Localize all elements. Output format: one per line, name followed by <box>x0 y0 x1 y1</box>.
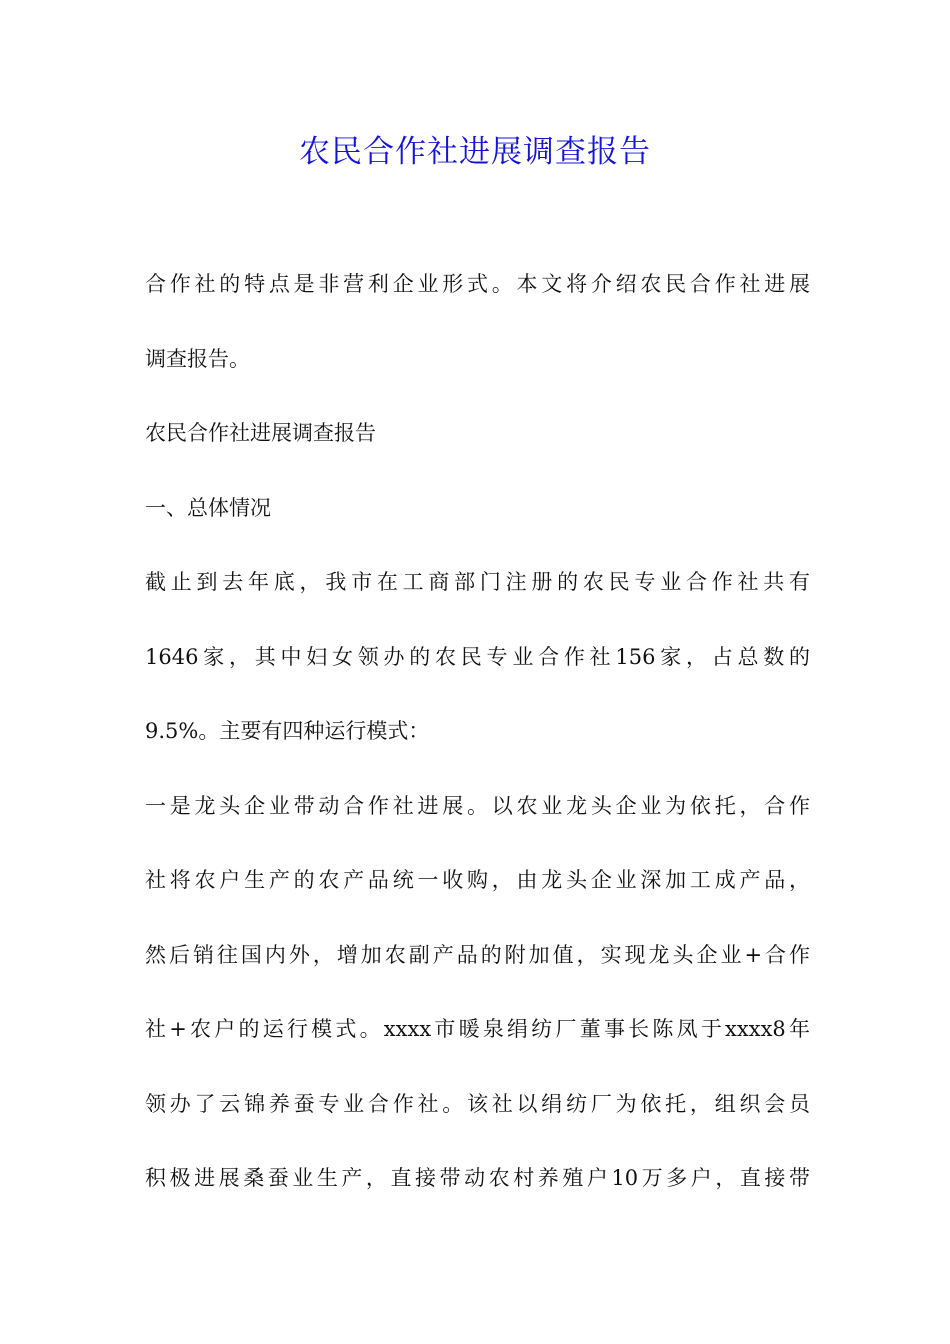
text-line: 领办了云锦养蚕专业合作社。该社以绢纺厂为依托，组织会员 <box>145 1091 810 1116</box>
text-line: 合作社的特点是非营利企业形式。本文将介绍农民合作社进展 <box>145 272 810 296</box>
text-line: 截止到去年底，我市在工商部门注册的农民专业合作社共有 <box>145 570 810 594</box>
text-line: 一是龙头企业带动合作社进展。以农业龙头企业为依托，合作 <box>145 793 810 818</box>
text-line: 1646家，其中妇女领办的农民专业合作社156家，占总数的 <box>145 644 810 669</box>
document-title: 农民合作社进展调查报告 <box>299 134 651 170</box>
section-heading: 农民合作社进展调查报告 <box>145 421 376 445</box>
section-heading: 一、总体情况 <box>145 495 271 520</box>
text-line: 积极进展桑蚕业生产，直接带动农村养殖户10万多户，直接带 <box>145 1166 810 1190</box>
text-line: 9.5%。主要有四种运行模式： <box>145 719 430 743</box>
text-line: 社+农户的运行模式。xxxx市暖泉绢纺厂董事长陈凤于xxxx8年 <box>145 1017 810 1041</box>
text-line: 调查报告。 <box>145 346 250 371</box>
text-line: 社将农户生产的农产品统一收购，由龙头企业深加工成产品， <box>145 868 810 892</box>
text-line: 然后销往国内外，增加农副产品的附加值，实现龙头企业+合作 <box>145 942 810 967</box>
document-body <box>145 262 810 1231</box>
